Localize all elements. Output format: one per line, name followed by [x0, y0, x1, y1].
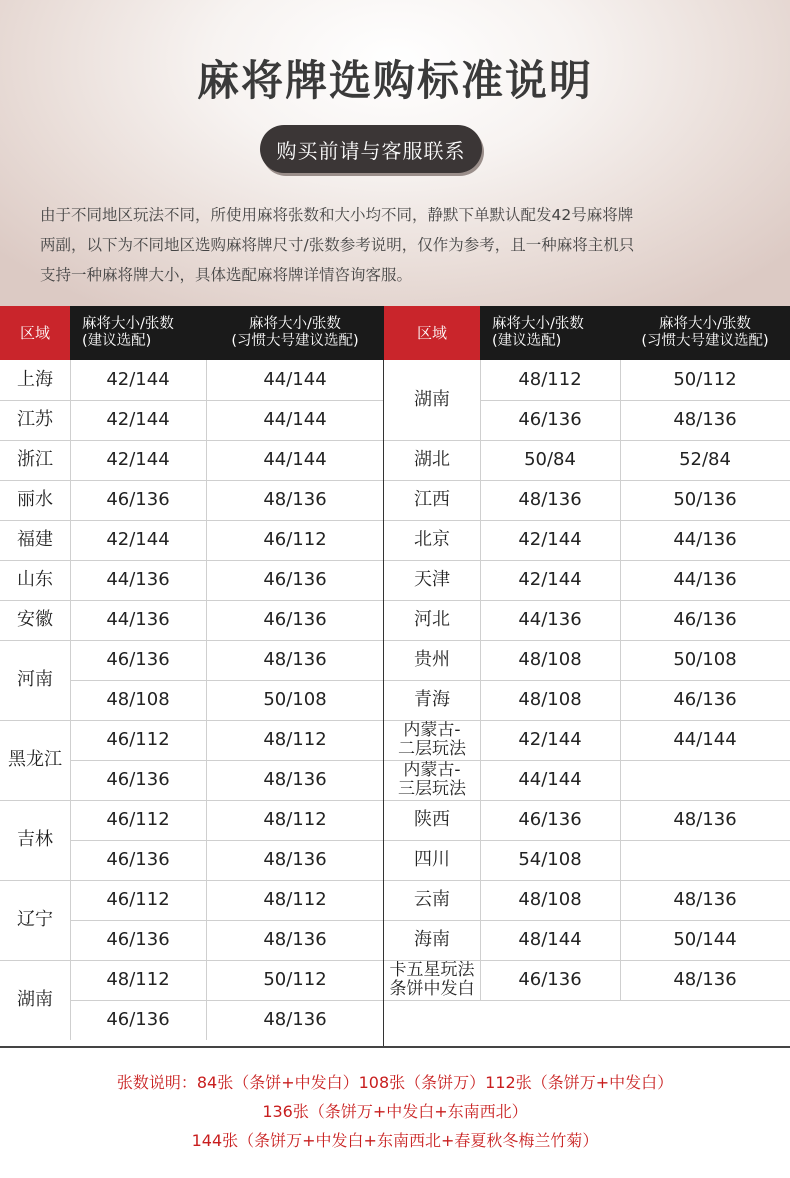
- header-label: (建议选配): [492, 333, 562, 349]
- region-cell: 福建: [17, 529, 53, 550]
- table-cell: 48/136: [673, 969, 737, 990]
- table-cell: 44/144: [263, 449, 327, 470]
- table-cell: 44/136: [106, 569, 170, 590]
- region-cell: 上海: [17, 369, 53, 390]
- row-divider: [480, 400, 790, 401]
- row-divider: [0, 640, 384, 641]
- table-cell: 48/136: [263, 849, 327, 870]
- table-cell: 50/136: [673, 489, 737, 510]
- region-cell: 四川: [414, 849, 450, 870]
- table-cell: 52/84: [679, 449, 731, 470]
- row-divider: [70, 920, 384, 921]
- header-region-left: 区域: [0, 306, 70, 360]
- row-divider: [0, 400, 384, 401]
- table-cell: 48/108: [106, 689, 170, 710]
- table-cell: 46/136: [673, 689, 737, 710]
- row-divider: [384, 520, 790, 521]
- row-divider: [0, 960, 384, 961]
- header-label: (建议选配): [82, 333, 152, 349]
- intro-line: 由于不同地区玩法不同，所使用麻将张数和大小均不同，静默下单默认配发42号麻将牌: [40, 206, 634, 224]
- header-label: (习惯大号建议选配): [641, 333, 769, 349]
- header-size2-left: [206, 306, 384, 360]
- quantity-notes: [0, 1068, 790, 1155]
- header-label: 麻将大小/张数: [492, 316, 584, 332]
- region-cell: 江西: [414, 489, 450, 510]
- header-label: 麻将大小/张数: [82, 316, 174, 332]
- region-cell: 辽宁: [17, 909, 53, 930]
- region-cell: 天津: [414, 569, 450, 590]
- row-divider: [384, 480, 790, 481]
- table-cell: 46/136: [106, 769, 170, 790]
- row-divider: [384, 960, 790, 961]
- row-divider: [384, 840, 790, 841]
- table-cell: 44/144: [518, 769, 582, 790]
- row-divider: [384, 440, 790, 441]
- intro-line: 支持一种麻将牌大小，具体选配麻将牌详情咨询客服。: [40, 266, 413, 284]
- table-cell: 48/108: [518, 649, 582, 670]
- table-cell: 50/108: [263, 689, 327, 710]
- table-cell: 44/136: [673, 529, 737, 550]
- region-cell: 陕西: [414, 809, 450, 830]
- row-divider: [0, 720, 384, 721]
- row-divider: [70, 680, 384, 681]
- header-size1-right: [480, 306, 620, 360]
- table-cell: 46/136: [106, 1009, 170, 1030]
- row-divider: [70, 760, 384, 761]
- table-cell: 54/108: [518, 849, 582, 870]
- table-cell: 48/136: [263, 769, 327, 790]
- row-divider: [0, 560, 384, 561]
- table-cell: 44/136: [106, 609, 170, 630]
- table-cell: 46/112: [106, 809, 170, 830]
- contact-service-badge: 购买前请与客服联系: [260, 125, 482, 173]
- row-divider: [384, 640, 790, 641]
- row-divider: [384, 560, 790, 561]
- table-cell: 46/112: [263, 529, 327, 550]
- region-cell: 山东: [17, 569, 53, 590]
- table-cell: 48/136: [263, 489, 327, 510]
- region-cell: 河南: [17, 669, 53, 690]
- row-divider: [384, 1000, 790, 1001]
- row-divider: [0, 880, 384, 881]
- table-cell: 48/136: [673, 409, 737, 430]
- column-divider: [480, 360, 481, 1000]
- header-banner: [0, 0, 790, 306]
- row-divider: [384, 680, 790, 681]
- table-cell: 44/144: [673, 729, 737, 750]
- table-cell: 42/144: [106, 449, 170, 470]
- column-divider: [206, 360, 207, 1040]
- header-size2-right: [620, 306, 790, 360]
- row-divider: [70, 1000, 384, 1001]
- table-cell: 48/136: [263, 929, 327, 950]
- table-cell: 46/136: [263, 609, 327, 630]
- table-cell: 44/136: [673, 569, 737, 590]
- table-cell: 48/108: [518, 889, 582, 910]
- table-cell: 42/144: [518, 569, 582, 590]
- table-cell: 46/136: [106, 929, 170, 950]
- table-header: [0, 306, 790, 360]
- region-cell: 贵州: [414, 649, 450, 670]
- table-cell: 48/112: [263, 729, 327, 750]
- table-cell: 50/112: [263, 969, 327, 990]
- table-cell: 46/136: [518, 809, 582, 830]
- region-cell: 湖北: [414, 449, 450, 470]
- table-cell: 48/136: [673, 809, 737, 830]
- table-cell: 44/144: [263, 409, 327, 430]
- region-cell: 内蒙古- 二层玩法: [398, 720, 466, 759]
- header-label: 麻将大小/张数: [659, 316, 751, 332]
- region-cell: 卡五星玩法 条饼中发白: [389, 960, 475, 999]
- table-cell: 48/136: [263, 1009, 327, 1030]
- table-cell: 44/144: [263, 369, 327, 390]
- table-body: [0, 360, 790, 1046]
- region-cell: 北京: [414, 529, 450, 550]
- row-divider: [384, 920, 790, 921]
- table-cell: 46/136: [518, 409, 582, 430]
- table-cell: 46/136: [673, 609, 737, 630]
- table-cell: 50/144: [673, 929, 737, 950]
- note-line: 144张（条饼万+中发白+东南西北+春夏秋冬梅兰竹菊）: [191, 1131, 599, 1150]
- table-cell: 46/136: [106, 489, 170, 510]
- row-divider: [0, 800, 384, 801]
- header-label: (习惯大号建议选配): [231, 333, 359, 349]
- table-bottom-divider: [0, 1046, 790, 1048]
- row-divider: [384, 760, 790, 761]
- region-cell: 湖南: [414, 389, 450, 410]
- region-cell: 青海: [414, 689, 450, 710]
- region-cell: 云南: [414, 889, 450, 910]
- row-divider: [0, 440, 384, 441]
- row-divider: [0, 520, 384, 521]
- row-divider: [384, 880, 790, 881]
- row-divider: [70, 840, 384, 841]
- region-cell: 湖南: [17, 989, 53, 1010]
- row-divider: [384, 720, 790, 721]
- region-cell: 海南: [414, 929, 450, 950]
- table-cell: 46/136: [106, 849, 170, 870]
- row-divider: [0, 600, 384, 601]
- table-cell: 42/144: [518, 529, 582, 550]
- table-cell: 44/136: [518, 609, 582, 630]
- table-cell: 48/112: [106, 969, 170, 990]
- table-cell: 50/112: [673, 369, 737, 390]
- region-cell: 黑龙江: [8, 749, 62, 770]
- table-cell: 48/108: [518, 689, 582, 710]
- table-cell: 48/112: [263, 889, 327, 910]
- table-cell: 42/144: [106, 369, 170, 390]
- region-cell: 丽水: [17, 489, 53, 510]
- table-cell: 42/144: [518, 729, 582, 750]
- region-cell: 河北: [414, 609, 450, 630]
- table-cell: 42/144: [106, 409, 170, 430]
- page-title: 麻将牌选购标准说明: [196, 56, 593, 105]
- table-cell: 46/112: [106, 889, 170, 910]
- intro-line: 两副，以下为不同地区选购麻将牌尺寸/张数参考说明，仅作为参考，且一种麻将主机只: [40, 236, 635, 254]
- region-cell: 江苏: [17, 409, 53, 430]
- table-cell: 42/144: [106, 529, 170, 550]
- table-cell: 46/136: [106, 649, 170, 670]
- row-divider: [384, 600, 790, 601]
- table-cell: 48/136: [518, 489, 582, 510]
- column-divider: [70, 360, 71, 1040]
- table-cell: 46/136: [263, 569, 327, 590]
- header-region-right: 区域: [384, 306, 480, 360]
- table-cell: 48/136: [263, 649, 327, 670]
- region-cell: 内蒙古- 三层玩法: [398, 760, 466, 799]
- row-divider: [384, 800, 790, 801]
- table-cell: 46/136: [518, 969, 582, 990]
- row-divider: [0, 480, 384, 481]
- column-divider: [620, 360, 621, 1000]
- table-cell: 50/84: [524, 449, 576, 470]
- note-line: 张数说明：84张（条饼+中发白）108张（条饼万）112张（条饼万+中发白）: [116, 1073, 674, 1092]
- header-size1-left: [70, 306, 206, 360]
- table-cell: 46/112: [106, 729, 170, 750]
- table-cell: 48/112: [518, 369, 582, 390]
- table-cell: 48/112: [263, 809, 327, 830]
- region-cell: 吉林: [17, 829, 53, 850]
- table-cell: 48/144: [518, 929, 582, 950]
- region-cell: 浙江: [17, 449, 53, 470]
- header-label: 麻将大小/张数: [249, 316, 341, 332]
- table-cell: 48/136: [673, 889, 737, 910]
- intro-paragraph: [40, 200, 764, 290]
- region-cell: 安徽: [17, 609, 53, 630]
- note-line: 136张（条饼万+中发白+东南西北）: [262, 1102, 528, 1121]
- table-cell: 50/108: [673, 649, 737, 670]
